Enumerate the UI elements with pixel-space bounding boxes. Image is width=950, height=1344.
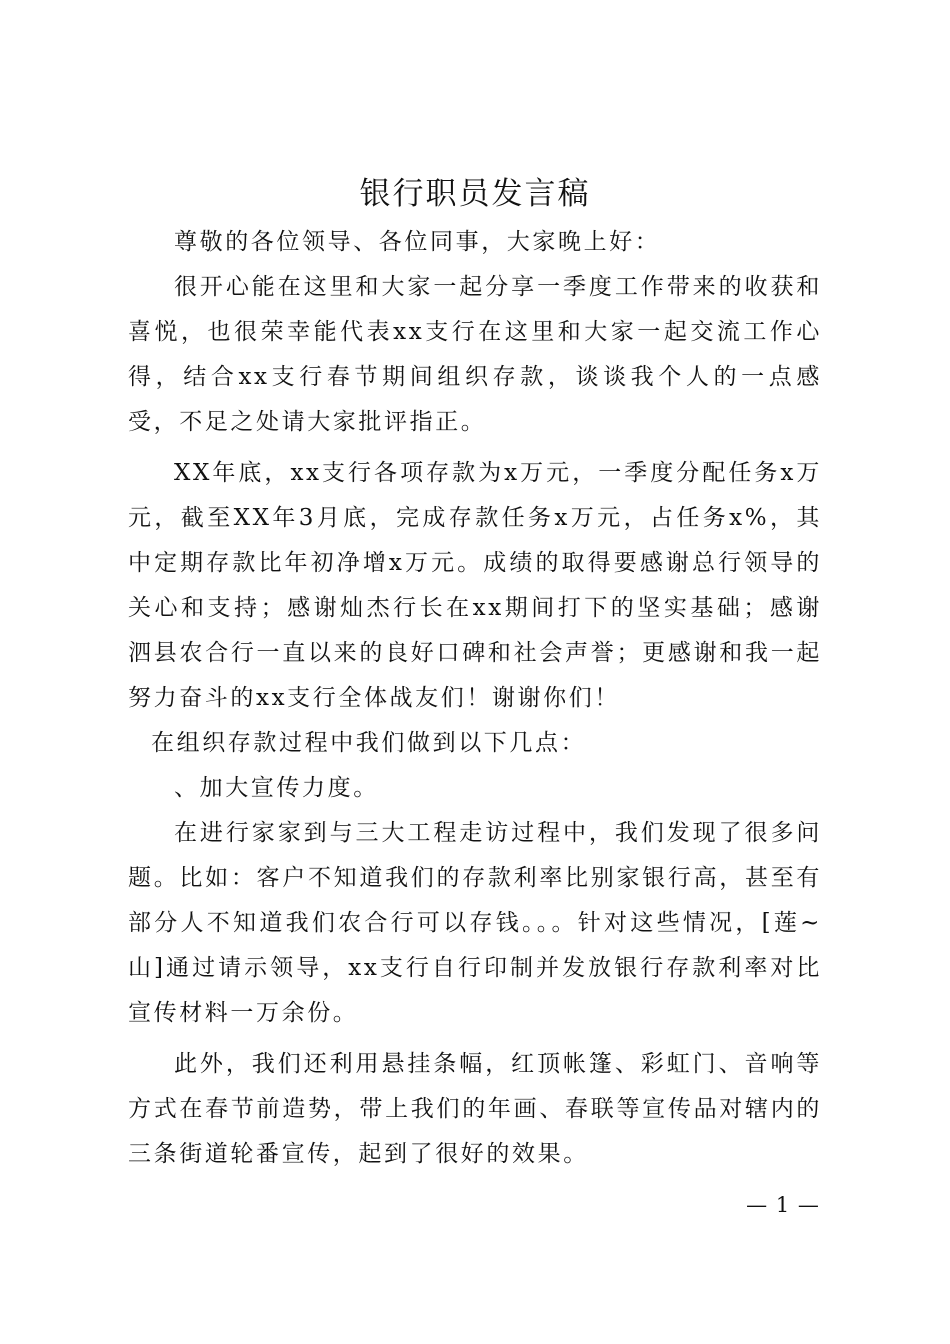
measure-heading: 、加大宣传力度。 xyxy=(174,775,379,801)
document-body xyxy=(128,220,822,1177)
salutation-paragraph: 尊敬的各位领导、各位同事，大家晚上好： xyxy=(174,229,661,255)
results-paragraph: XX年底，xx支行各项存款为x万元，一季度分配任务x万元，截至XX年3月底，完成存款任务x万元，占任务x%，其中定期存款比年初净增x万元。成绩的取得要感谢总行领导的关心和支持；感谢灿杰行长在xx期间打下的坚实基础；感谢泗县农合行一直以来的良好口碑和社会声誉；更感谢和我一起努力奋斗的xx支行全体战友们！谢谢你们！ xyxy=(128,460,822,711)
additional-publicity-paragraph: 此外，我们还利用悬挂条幅，红顶帐篷、彩虹门、音响等方式在春节前造势，带上我们的年画、春联等宣传品对辖内的三条街道轮番宣传，起到了很好的效果。 xyxy=(128,1051,822,1167)
intro-paragraph: 很开心能在这里和大家一起分享一季度工作带来的收获和喜悦，也很荣幸能代表xx支行在这里和大家一起交流工作心得，结合xx支行春节期间组织存款，谈谈我个人的一点感受，不足之处请大家批评指正。 xyxy=(128,274,822,435)
document-title: 银行职员发言稿 xyxy=(359,176,591,212)
page-number: — 1 — xyxy=(746,1193,820,1217)
publicity-paragraph: 在进行家家到与三大工程走访过程中，我们发现了很多问题。比如：客户不知道我们的存款利率比别家银行高，甚至有部分人不知道我们农合行可以存钱。。。针对这些情况，[莲~山]通过请示领导，xx支行自行印制并发放银行存款利率对比宣传材料一万余份。 xyxy=(128,820,822,1026)
measures-intro-paragraph: 在组织存款过程中我们做到以下几点： xyxy=(151,730,587,756)
